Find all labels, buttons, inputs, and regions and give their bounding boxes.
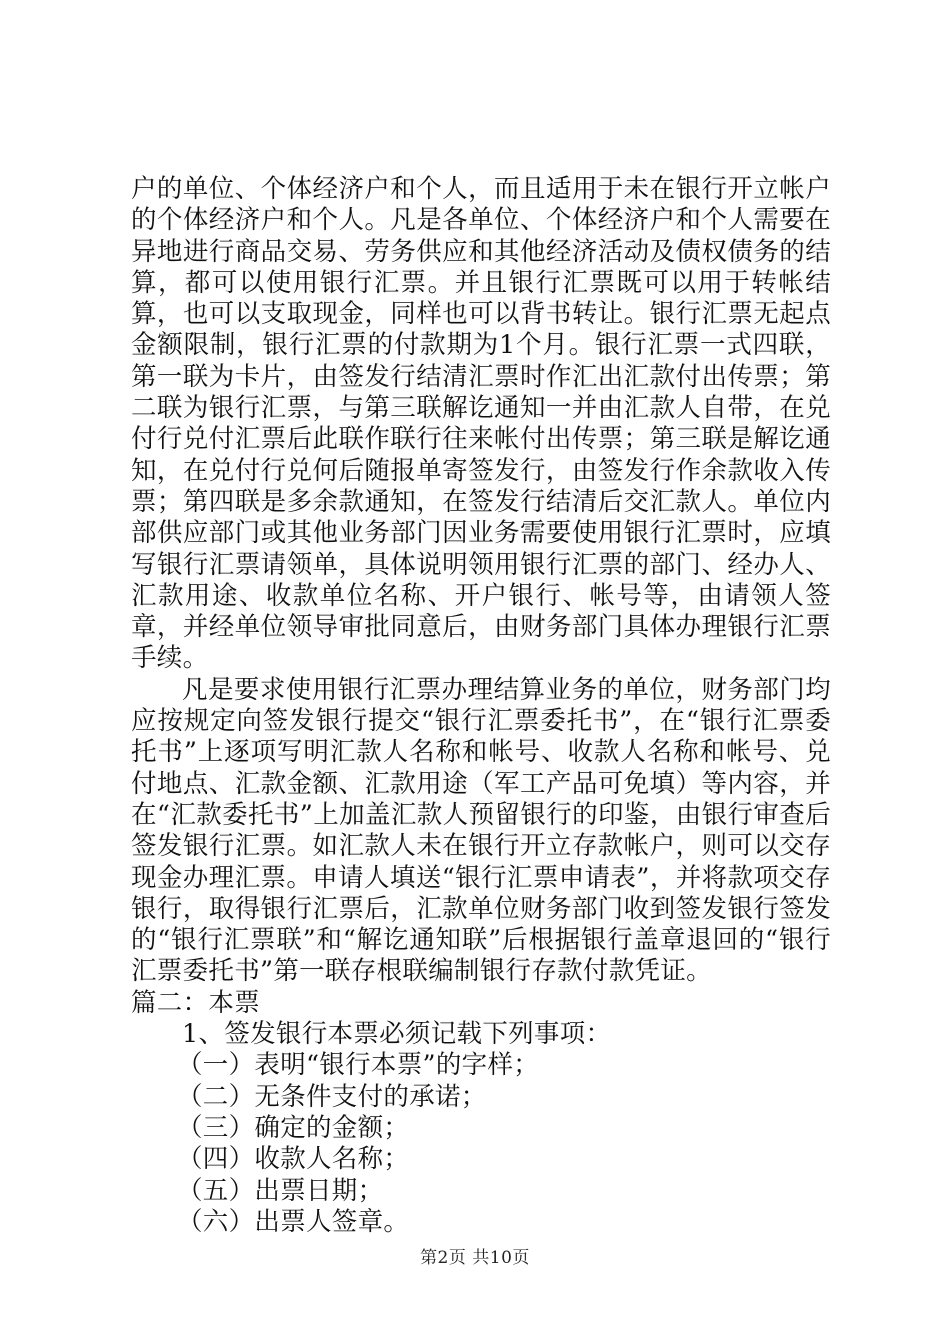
requirements-list xyxy=(131,1019,831,1238)
page-number-footer: 第2页 共10页 xyxy=(420,1248,530,1268)
list-item: （四）收款人名称； xyxy=(177,1144,410,1175)
list-item: （三）确定的金额； xyxy=(177,1112,410,1143)
section-title: 篇二：本票 xyxy=(131,987,261,1018)
list-lead: 1、签发银行本票必须记载下列事项： xyxy=(182,1019,612,1050)
list-item: （六）出票人签章。 xyxy=(177,1206,410,1237)
paragraph-2: 凡是要求使用银行汇票办理结算业务的单位，财务部门均应按规定向签发银行提交“银行汇票委托书”，在“银行汇票委托书”上逐项写明汇款人名称和帐号、收款人名称和帐号、兑付地点、汇款金额、汇款用途（军工产品可免填）等内容，并在“汇款委托书”上加盖汇款人预留银行的印鉴，由银行审查后签发银行汇票。如汇款人未在银行开立存款帐户，则可以交存现金办理汇票。申请人填送“银行汇票申请表”，并将款项交存银行，取得银行汇票后，汇款单位财务部门收到签发银行签发的“银行汇票联”和“解讫通知联”后根据银行盖章退回的“银行汇票委托书”第一联存根联编制银行存款付款凭证。 xyxy=(131,674,831,987)
list-item: （五）出票日期； xyxy=(177,1175,384,1206)
list-item: （一）表明“银行本票”的字样； xyxy=(177,1050,540,1081)
paragraph-1: 户的单位、个体经济户和个人，而且适用于未在银行开立帐户的个体经济户和个人。凡是各单位、个体经济户和个人需要在异地进行商品交易、劳务供应和其他经济活动及债权债务的结算，都可以使用银行汇票。并且银行汇票既可以用于转帐结算，也可以支取现金，同样也可以背书转让。银行汇票无起点金额限制，银行汇票的付款期为1个月。银行汇票一式四联，第一联为卡片，由签发行结清汇票时作汇出汇款付出传票；第二联为银行汇票，与第三联解讫通知一并由汇款人自带，在兑付行兑付汇票后此联作联行往来帐付出传票；第三联是解讫通知，在兑付行兑何后随报单寄签发行，由签发行作余款收入传票；第四联是多余款通知，在签发行结清后交汇款人。单位内部供应部门或其他业务部门因业务需要使用银行汇票时，应填写银行汇票请领单，具体说明领用银行汇票的部门、经办人、汇款用途、收款单位名称、开户银行、帐号等，由请领人签章，并经单位领导审批同意后，由财务部门具体办理银行汇票手续。 xyxy=(131,174,831,674)
document-body xyxy=(131,174,831,1238)
list-item: （二）无条件支付的承诺； xyxy=(177,1081,487,1112)
